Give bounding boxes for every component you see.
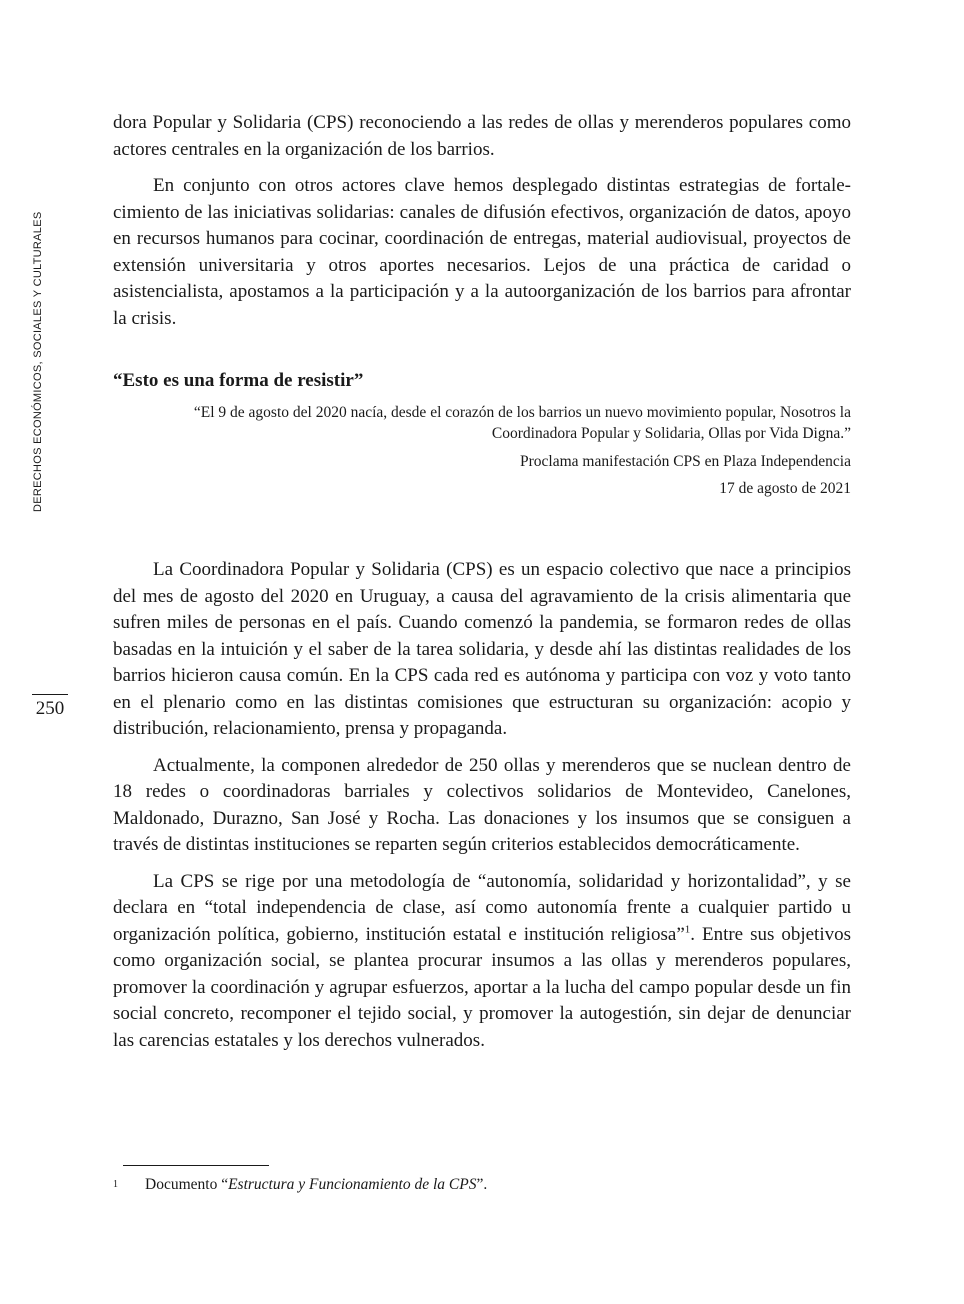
running-head: DERECHOS ECONÓMICOS, SOCIALES Y CULTURALES (32, 211, 44, 512)
epigraph-quote: “El 9 de agosto del 2020 nacía, desde el corazón de los barrios un nuevo movimiento popular, Nosotros la Coordinadora Popular y Solidaria, Ollas por Vida Digna.” (193, 404, 851, 442)
footnote-suffix: ”. (476, 1176, 488, 1193)
section-heading: “Esto es una forma de resistir” (113, 370, 364, 391)
paragraph: En conjunto con otros actores clave hemos desplegado distintas estrategias de fortalecimiento de las iniciativas solidarias: canales de difusión efectivos, organización de datos, apoyo en recursos humanos para cocinar, coordinación de entregas, material audiovisual, proyectos de extensión universitaria y otros aportes necesarios. Lejos de una práctica de caridad o asistencialista, apostamos a la participación y a la autoorganización de los barrios para afrontar la crisis. (113, 175, 851, 329)
page-number-rule (32, 694, 68, 695)
footnote-reference[interactable]: 1 (684, 923, 691, 936)
footnote-title: Estructura y Funcionamiento de la CPS (228, 1176, 477, 1193)
epigraph-date: 17 de agosto de 2021 (719, 480, 851, 497)
footnote (113, 1175, 851, 1195)
footnote-prefix: Documento “ (145, 1176, 229, 1193)
epigraph-source: Proclama manifestación CPS en Plaza Independencia (520, 453, 851, 470)
epigraph (113, 402, 851, 499)
paragraph: La CPS se rige por una metodología de “autonomía, solidaridad y horizontalidad”, y se declara en “total independencia de clase, así como autonomía frente a cualquier partido u organización política, gobierno, institución estatal e institución religiosa”$^1$. Entre sus objetivos como organización social, se plantea procurar insumos a las ollas y merenderos populares, promover la coordinación y agrupar esfuerzos, aportar a la lucha del campo popular desde un fin social concreto, recomponer el tejido social, y promover la autogestión, sin dejar de denunciar las carencias estatales y los derechos vulnerados. (113, 870, 851, 1051)
body-text (113, 110, 851, 1054)
footnote-marker: 1 (113, 1179, 118, 1190)
page-number: 250 (35, 698, 65, 719)
paragraph: Actualmente, la componen alrededor de 250 ollas y merenderos que se nuclean dentro de 18 redes o coordinadoras barriales y colectivos solidarios de Montevideo, Canelones, Maldonado, Durazno, San José y Rocha. Las donaciones y los insumos que se consiguen a través de distintas instituciones se reparten según criterios establecidos democráticamente. (113, 754, 851, 855)
paragraph-continued: dora Popular y Solidaria (CPS) reconociendo a las redes de ollas y merenderos populares como actores centrales en la organización de los barrios. (113, 112, 851, 160)
footnote-rule (123, 1165, 269, 1166)
paragraph: La Coordinadora Popular y Solidaria (CPS) es un espacio colectivo que nace a principios del mes de agosto del 2020 en Uruguay, a causa del agravamiento de la crisis alimentaria que sufren miles de personas en el país. Cuando comenzó la pandemia, se formaron redes de ollas basadas en la intuición y el saber de la tarea solidaria, y desde ahí las distintas realidades de los barrios hicieron causa común. En la CPS cada red es autónoma y participa con voz y voto tanto en el plenario como en las distintas comisiones que estructuran su organización: acopio y distribución, relacionamiento, prensa y propaganda. (113, 559, 851, 739)
